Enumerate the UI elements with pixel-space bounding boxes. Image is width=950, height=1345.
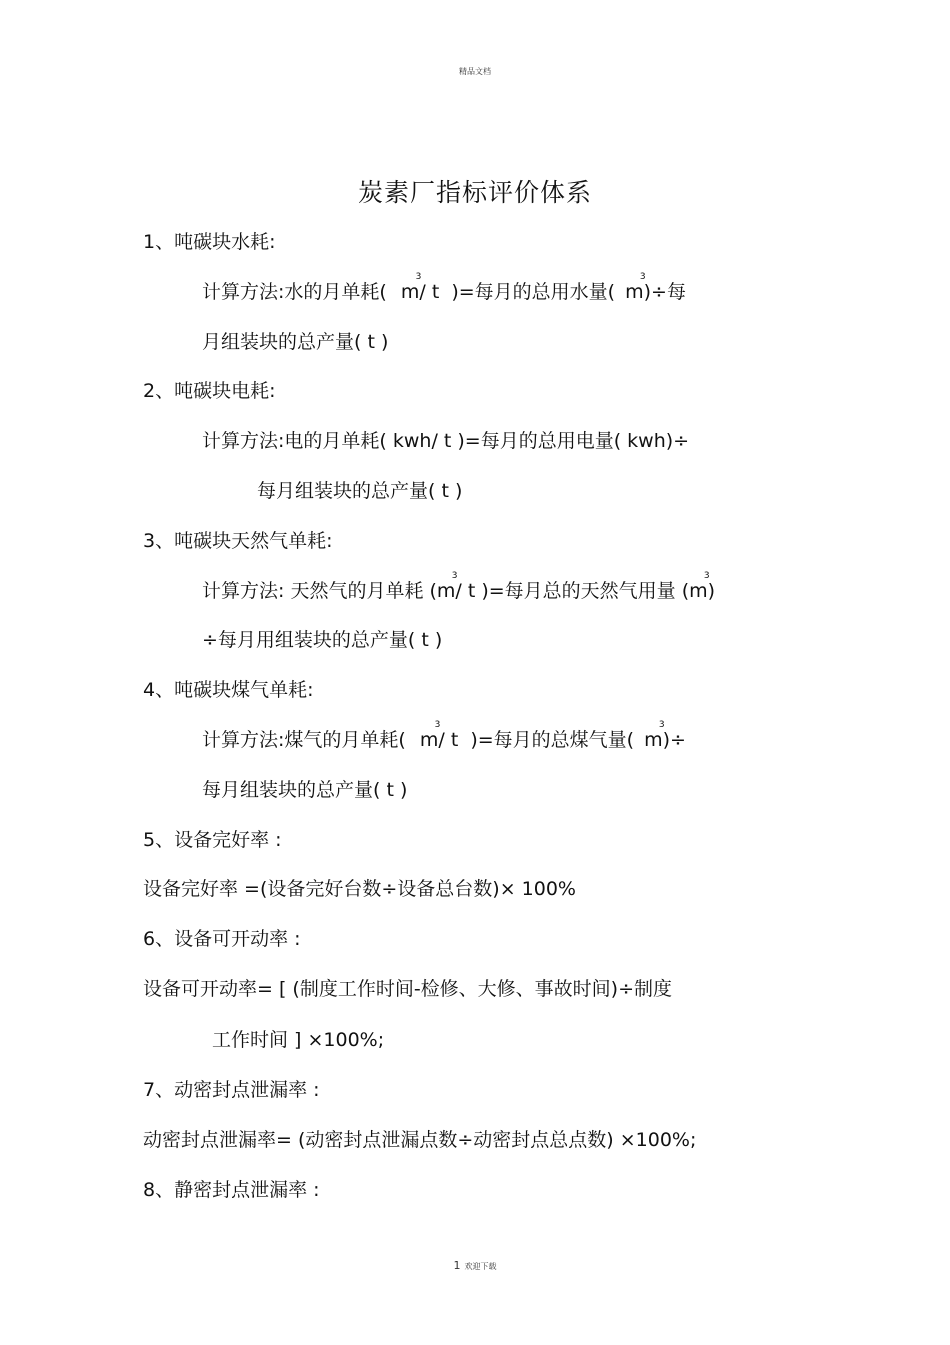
unit-m3: m 3 — [400, 272, 422, 303]
page-header: 精品文档 — [459, 67, 491, 76]
unit-m3: m 3 — [625, 272, 646, 303]
section-6-heading: 6、设备可开动率 : — [143, 928, 301, 950]
section-1-formula-line-1: 计算方法:水的月单耗( m 3 / t )=每月的总用水量( m 3 )÷每 — [202, 272, 686, 303]
section-2-formula-line-2: 每月组装块的总产量( t ) — [257, 480, 463, 502]
section-6-formula-line-1: 设备可开动率= [ (制度工作时间-检修、大修、事故时间)÷制度 — [143, 978, 673, 1000]
unit-m3: m 3 — [689, 571, 710, 602]
footer-text: 欢迎下载 — [464, 1262, 497, 1271]
section-8-heading: 8、静密封点泄漏率 : — [143, 1179, 320, 1201]
page-number: 1 — [453, 1259, 461, 1272]
section-1-formula-line-2: 月组装块的总产量( t ) — [202, 331, 389, 353]
section-7-formula: 动密封点泄漏率= (动密封点泄漏点数÷动密封点总点数) ×100%; — [143, 1129, 697, 1151]
section-2-heading: 2、吨碳块电耗: — [143, 380, 276, 402]
section-4-formula-line-2: 每月组装块的总产量( t ) — [202, 779, 408, 801]
section-4-heading: 4、吨碳块煤气单耗: — [143, 679, 314, 701]
section-3-formula-line-2: ÷每月用组装块的总产量( t ) — [202, 629, 443, 651]
section-7-heading: 7、动密封点泄漏率 : — [143, 1079, 320, 1101]
section-5-heading: 5、设备完好率 : — [143, 829, 282, 851]
section-1-heading: 1、吨碳块水耗: — [143, 231, 276, 253]
section-6-formula-line-2: 工作时间 ] ×100%; — [212, 1029, 385, 1051]
section-3-formula-line-1: 计算方法: 天然气的月单耗 (m 3 / t )=每月总的天然气用量 (m 3 ) — [202, 571, 716, 602]
page-footer — [0, 1259, 950, 1272]
unit-m3: m 3 — [644, 720, 665, 751]
section-2-formula-line-1: 计算方法:电的月单耗( kwh/ t )=每月的总用电量( kwh)÷ — [202, 430, 690, 452]
unit-m3: m 3 — [419, 720, 441, 751]
section-5-formula: 设备完好率 =(设备完好台数÷设备总台数)× 100% — [143, 878, 576, 900]
section-4-formula-line-1: 计算方法:煤气的月单耗( m 3 / t )=每月的总煤气量( m 3 )÷ — [202, 720, 686, 751]
unit-m3: m 3 — [436, 571, 458, 602]
document-title: 炭素厂指标评价体系 — [357, 178, 592, 207]
section-3-heading: 3、吨碳块天然气单耗: — [143, 530, 333, 552]
